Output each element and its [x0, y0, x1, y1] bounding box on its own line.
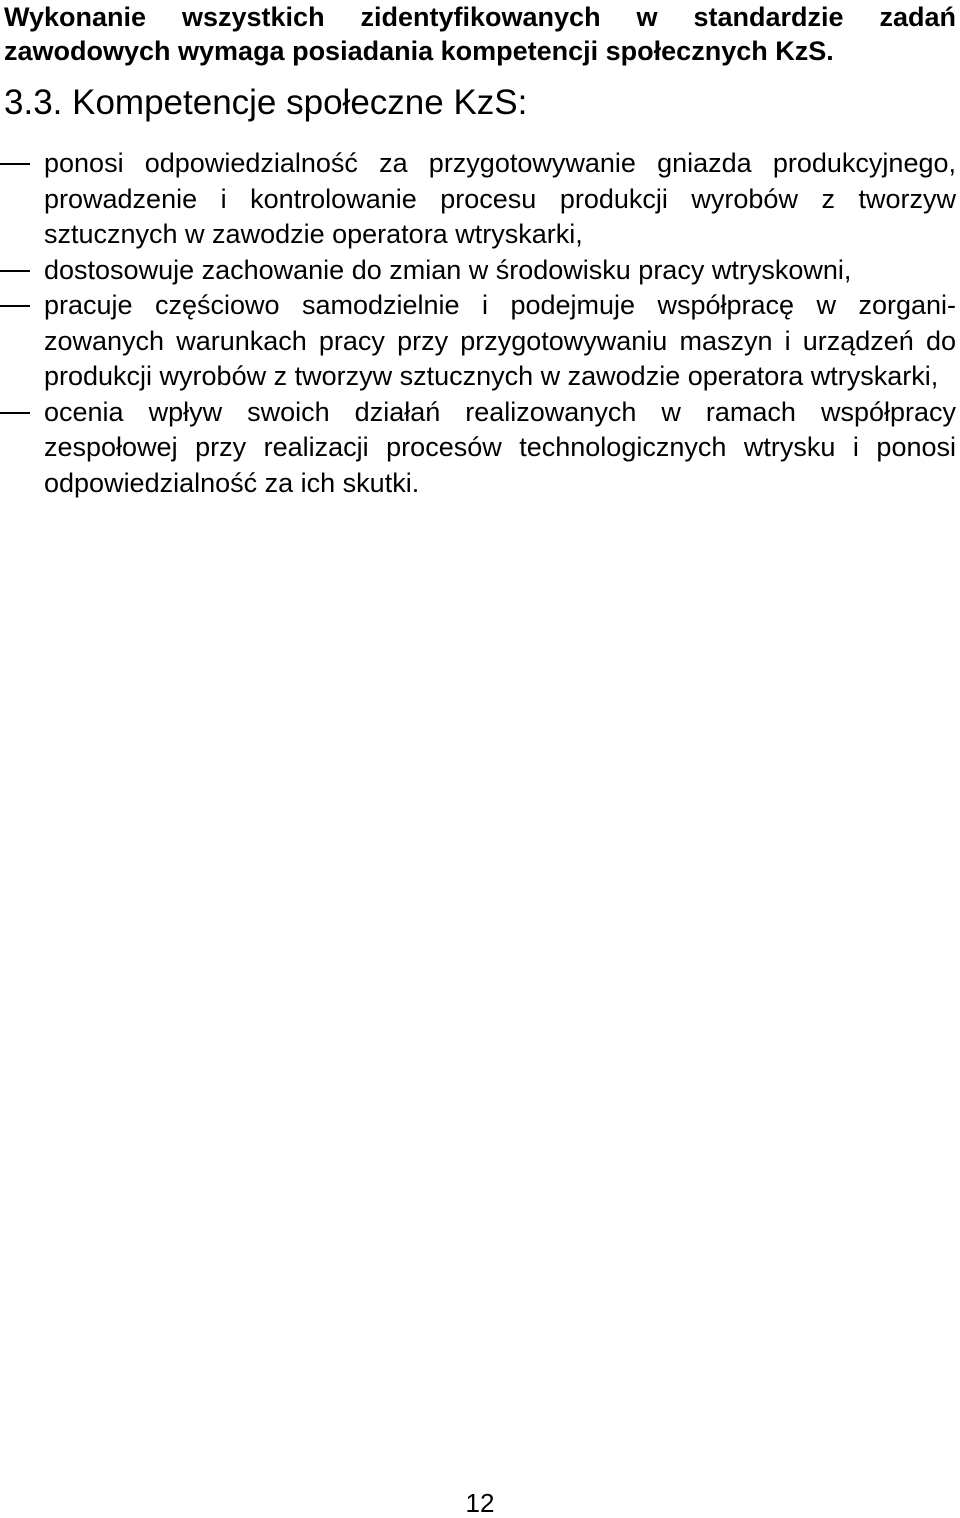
dash-bullet-icon: [0, 163, 30, 165]
list-item: [0, 146, 960, 253]
list-item-text: dostosowuje zachowanie do zmian w środowisku pracy wtryskowni,: [44, 254, 852, 285]
dash-bullet-icon: [0, 412, 30, 414]
intro-paragraph: Wykonanie wszystkich zidentyfikowanych w standardzie zadań zawodowych wymaga posiadania kompetencji społecznych KzS.: [4, 2, 956, 66]
list-item: [0, 253, 960, 289]
page-number: 12: [465, 1488, 495, 1518]
list-item-text: ocenia wpływ swoich działań realizowanych w ramach współpracy zespołowej przy realizacji procesów technologicznych wtrysku i ponosi odpowiedzialność za ich skutki.: [44, 396, 956, 498]
competency-list: [0, 146, 960, 501]
dash-bullet-icon: [0, 305, 30, 307]
list-item: [0, 395, 960, 502]
dash-bullet-icon: [0, 270, 30, 272]
list-item-text: ponosi odpowiedzialność za przygotowywanie gniazda produkcyjnego, prowadzenie i kontrolowanie procesu produkcji wyrobów z tworzyw sztucznych w zawodzie operatora wtryskarki,: [44, 148, 956, 249]
section-heading: 3.3. Kompetencje społeczne KzS:: [4, 83, 528, 122]
list-item: [0, 288, 960, 395]
list-item-text: pracuje częściowo samodzielnie i podejmuje współpracę w zorganizowanych warunkach pracy przy przygotowywaniu maszyn i urządzeń do produkcji wyrobów z tworzyw sztucznych w zawodzie operatora wtryskarki,: [44, 290, 956, 391]
